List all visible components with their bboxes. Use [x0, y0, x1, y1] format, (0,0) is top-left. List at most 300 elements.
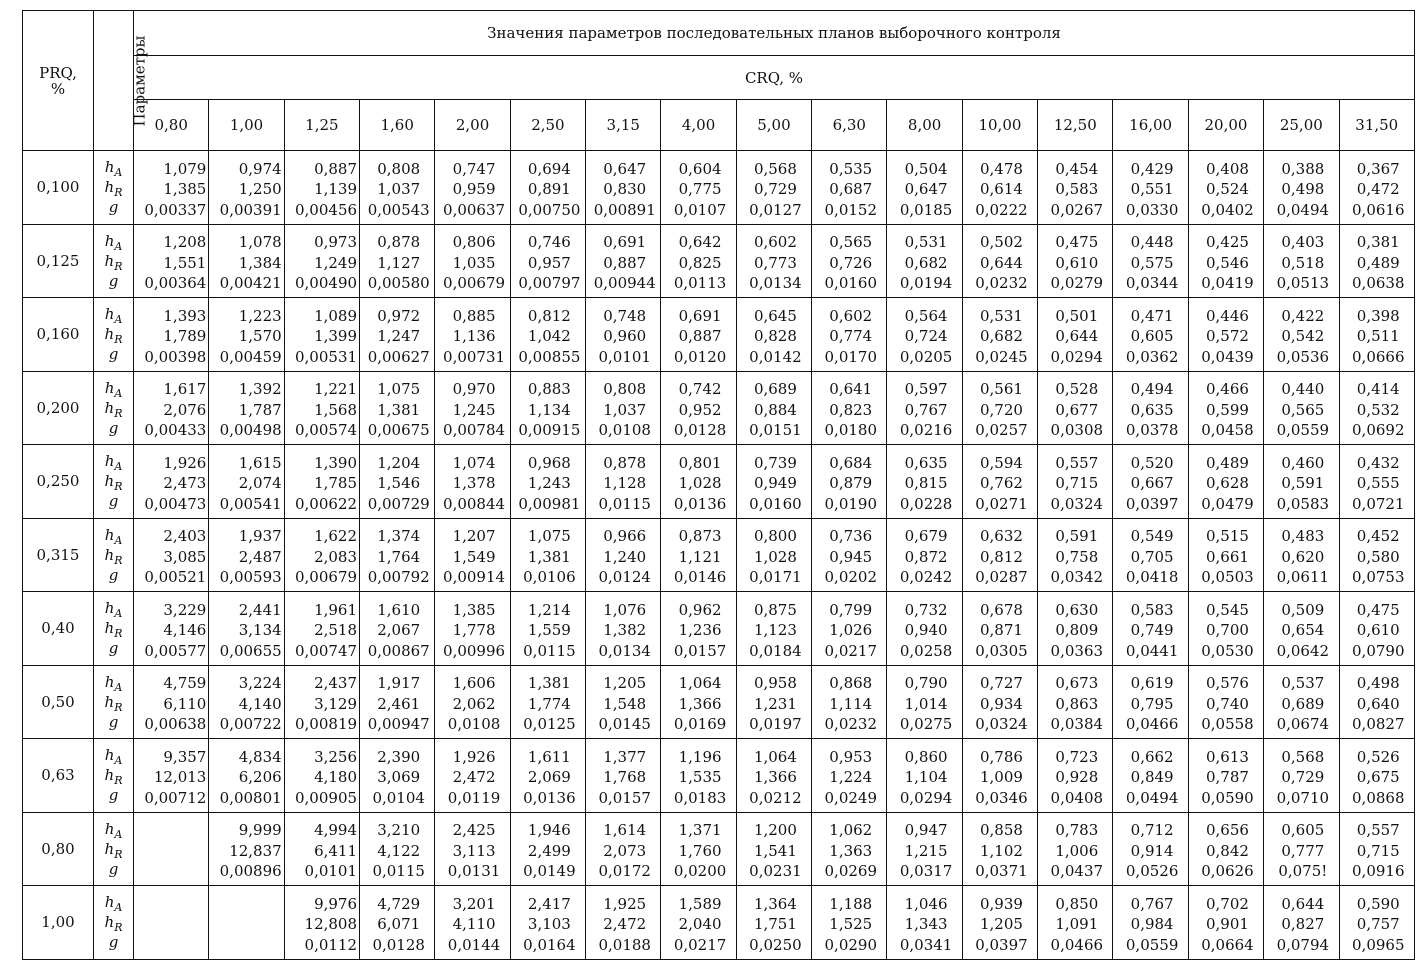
ha-value: 0,568: [753, 159, 797, 178]
ha-value: 0,645: [753, 306, 797, 325]
hr-value: 0,872: [904, 547, 948, 566]
ha-value: 0,642: [678, 233, 722, 251]
parameter-symbol-base: h: [104, 251, 115, 270]
value-cell: [1113, 518, 1188, 592]
hr-value: 1,541: [753, 841, 797, 860]
parameter-symbol-base: g: [108, 418, 119, 437]
ha-value: 1,925: [603, 894, 647, 913]
hr-value: 0,654: [1281, 621, 1325, 639]
value-cell: [1113, 445, 1188, 519]
ha-value: 0,509: [1281, 600, 1325, 619]
ha-value: 1,385: [452, 600, 496, 619]
g-value: 0,00337: [144, 200, 207, 219]
hr-value: 0,960: [603, 327, 647, 345]
g-value: 0,0124: [598, 568, 651, 586]
value-cell: [510, 812, 585, 886]
value-cell: [510, 151, 585, 225]
parameter-symbol: [94, 692, 133, 712]
ha-value: 2,403: [163, 527, 207, 545]
value-cell: [284, 151, 359, 225]
hr-value: 1,363: [829, 841, 873, 860]
ha-value: 1,381: [527, 674, 571, 692]
g-value: 0,0202: [824, 568, 878, 586]
ha-value: 0,388: [1281, 159, 1325, 178]
hr-value: 1,381: [527, 547, 571, 566]
value-cell: [134, 224, 209, 298]
value-cell: [586, 518, 661, 592]
hr-value: 1,231: [753, 694, 797, 713]
ha-value: 3,201: [452, 894, 496, 913]
hr-value: 1,343: [904, 915, 948, 933]
parameter-symbols: [94, 518, 134, 592]
parameter-symbol-base: h: [104, 452, 115, 471]
hr-value: 1,114: [829, 694, 873, 713]
crq-value-header: 5,00: [736, 100, 811, 151]
parameter-symbol: [94, 525, 133, 545]
value-cell: [736, 665, 811, 739]
table-row: [23, 298, 1415, 372]
ha-value: 0,712: [1130, 821, 1174, 839]
hr-value: 1,224: [829, 768, 873, 786]
ha-value: 0,883: [527, 380, 571, 398]
hr-value: 1,028: [678, 474, 722, 492]
ha-value: 2,417: [527, 894, 571, 913]
parameter-symbol-base: g: [108, 271, 119, 290]
g-value: 0,0115: [523, 641, 576, 660]
g-value: 0,0145: [598, 715, 651, 733]
hr-value: 1,549: [452, 547, 496, 566]
ha-value: 1,196: [678, 747, 722, 766]
g-value: 0,00731: [443, 347, 506, 366]
parameter-symbols: [94, 224, 134, 298]
g-value: 0,0397: [975, 935, 1028, 954]
g-value: 0,0151: [749, 421, 802, 439]
value-cell: [887, 298, 962, 372]
g-value: 0,00801: [219, 788, 282, 807]
ha-value: 0,535: [829, 159, 873, 178]
hr-value: 0,551: [1130, 180, 1174, 198]
value-cell: [661, 298, 736, 372]
crq-value-header: 4,00: [661, 100, 736, 151]
hr-value: 2,083: [314, 547, 358, 566]
g-value: 0,0115: [598, 494, 651, 513]
hr-value: 3,085: [163, 547, 207, 566]
ha-value: 0,432: [1356, 453, 1400, 472]
g-value: 0,0170: [824, 347, 878, 366]
parameter-symbol-base: h: [104, 158, 115, 177]
hr-value: 2,073: [603, 841, 647, 860]
g-value: 0,00712: [144, 788, 207, 807]
prq-value: 0,50: [23, 665, 94, 739]
hr-value: 0,635: [1130, 400, 1174, 419]
hr-value: 0,863: [1055, 694, 1099, 713]
g-value: 0,0172: [598, 862, 651, 880]
g-value: 0,00490: [295, 274, 358, 292]
g-value: 0,0164: [523, 935, 576, 954]
g-value: 0,0437: [1050, 862, 1104, 880]
value-cell: [435, 665, 510, 739]
g-value: 0,00915: [518, 421, 581, 439]
parameter-symbol-base: h: [104, 545, 115, 564]
prq-value: 0,250: [23, 445, 94, 519]
ha-value: 1,374: [377, 527, 421, 545]
g-value: 0,0106: [523, 568, 576, 586]
hr-value: 3,069: [377, 768, 421, 786]
crq-value-header: 31,50: [1339, 100, 1415, 151]
value-cell: [284, 812, 359, 886]
hr-value: 1,026: [829, 621, 873, 639]
g-value: 0,0439: [1201, 347, 1254, 366]
ha-value: 1,622: [314, 527, 358, 545]
value-cell: [1038, 445, 1113, 519]
table-row: [23, 371, 1415, 445]
ha-value: 0,800: [753, 527, 797, 545]
ha-value: 0,619: [1130, 674, 1174, 692]
ha-value: 1,937: [238, 527, 282, 545]
ha-value: 0,498: [1356, 674, 1400, 692]
value-cell: [435, 739, 510, 813]
g-value: 0,00891: [593, 200, 656, 219]
ha-value: 0,576: [1206, 674, 1249, 692]
ha-value: 1,610: [377, 600, 421, 619]
g-value: 0,00996: [443, 641, 506, 660]
hr-value: 1,136: [452, 327, 496, 345]
parameter-symbol-base: h: [104, 746, 115, 765]
hr-value: 6,411: [314, 841, 358, 860]
g-value: 0,00459: [219, 347, 282, 366]
value-cell: [1264, 592, 1339, 666]
g-value: 0,0115: [372, 862, 425, 880]
g-value: 0,0317: [899, 862, 953, 880]
hr-value: 1,525: [829, 915, 873, 933]
value-cell: [435, 151, 510, 225]
hr-value: 0,809: [1055, 621, 1099, 639]
hr-value: 1,240: [603, 547, 647, 566]
value-cell: [1339, 518, 1415, 592]
g-value: 0,00622: [295, 494, 358, 513]
hr-value: 1,535: [678, 768, 722, 786]
g-value: 0,0128: [372, 935, 425, 954]
parameter-symbol: [94, 598, 133, 621]
parameter-symbol: [94, 785, 133, 805]
g-value: 0,0108: [447, 715, 501, 733]
hr-value: 0,472: [1356, 180, 1400, 198]
parameter-symbol: [94, 912, 133, 935]
parameter-symbol: [94, 177, 133, 200]
value-cell: [661, 445, 736, 519]
value-cell: [1038, 812, 1113, 886]
hr-value: 0,842: [1206, 841, 1249, 860]
value-cell: [586, 151, 661, 225]
value-cell: [586, 445, 661, 519]
g-value: 0,0107: [673, 200, 727, 219]
ha-value: 0,557: [1055, 453, 1099, 472]
ha-value: 0,602: [753, 233, 797, 251]
value-cell: [586, 298, 661, 372]
value-cell: [134, 812, 209, 886]
ha-value: 1,926: [452, 747, 496, 766]
value-cell: [1038, 592, 1113, 666]
ha-value: 1,926: [163, 453, 207, 472]
hr-value: 0,591: [1281, 474, 1325, 492]
ha-value: 0,605: [1281, 821, 1325, 839]
g-value: 0,0113: [673, 274, 727, 292]
value-cell: [812, 739, 887, 813]
value-cell: [284, 886, 359, 960]
g-value: 0,0185: [899, 200, 953, 219]
g-value: 0,0249: [824, 788, 878, 807]
ha-value: 0,746: [527, 233, 571, 251]
ha-value: 1,075: [527, 527, 571, 545]
parameter-symbol-base: g: [108, 639, 119, 658]
parameter-symbols: [94, 812, 134, 886]
ha-value: 0,878: [377, 233, 421, 251]
ha-value: 0,702: [1206, 894, 1249, 913]
ha-value: 0,475: [1356, 600, 1400, 619]
ha-value: 2,437: [314, 674, 358, 692]
g-value: 0,0419: [1201, 274, 1254, 292]
hr-value: 0,884: [753, 400, 797, 419]
g-value: 0,0827: [1352, 715, 1405, 733]
hr-value: 1,366: [678, 694, 722, 713]
prq-value: 0,40: [23, 592, 94, 666]
ha-value: 1,221: [314, 380, 358, 398]
ha-value: 0,408: [1206, 159, 1249, 178]
g-value: 0,00638: [144, 715, 207, 733]
hr-value: 1,764: [377, 547, 421, 566]
ha-value: 0,564: [904, 306, 948, 325]
g-value: 0,00421: [219, 274, 282, 292]
g-value: 0,0494: [1276, 200, 1330, 219]
hr-value: 0,700: [1206, 621, 1249, 639]
parameter-symbol: [94, 491, 133, 511]
value-cell: [134, 298, 209, 372]
hr-value: 0,758: [1055, 547, 1099, 566]
ha-value: 0,736: [829, 527, 873, 545]
g-value: 0,0216: [899, 421, 953, 439]
value-cell: [134, 371, 209, 445]
ha-value: 0,973: [314, 233, 358, 251]
hr-value: 12,808: [304, 915, 358, 933]
value-cell: [1038, 371, 1113, 445]
g-value: 0,00498: [219, 421, 282, 439]
ha-value: 0,767: [1130, 894, 1174, 913]
value-cell: [510, 371, 585, 445]
crq-value-header: 20,00: [1188, 100, 1263, 151]
hr-value: 0,575: [1130, 253, 1174, 272]
g-value: 0,0397: [1125, 494, 1179, 513]
value-cell: [887, 518, 962, 592]
g-value: 0,0142: [749, 347, 802, 366]
parameter-symbol-base: h: [104, 893, 115, 912]
table-title: Значения параметров последовательных планов выборочного контроля: [134, 11, 1415, 56]
ha-value: 1,617: [163, 380, 207, 398]
parameter-symbol-base: h: [104, 839, 115, 858]
value-cell: [1188, 224, 1263, 298]
parameter-symbol: [94, 892, 133, 915]
hr-value: 1,006: [1055, 841, 1099, 860]
ha-value: 0,446: [1206, 306, 1249, 325]
ha-value: 0,972: [377, 306, 421, 325]
g-value: 0,00364: [144, 274, 207, 292]
hr-value: 1,785: [314, 474, 358, 492]
value-cell: [586, 812, 661, 886]
parameter-symbol: [94, 765, 133, 788]
g-value: 0,0916: [1352, 862, 1405, 880]
crq-value-header: 16,00: [1113, 100, 1188, 151]
g-value: 0,0674: [1276, 715, 1330, 733]
g-value: 0,0269: [824, 862, 878, 880]
hr-value: 1,091: [1055, 915, 1099, 933]
g-value: 0,0188: [598, 935, 651, 954]
hr-value: 1,215: [904, 841, 948, 860]
ha-value: 0,632: [979, 527, 1023, 545]
ha-value: 0,515: [1206, 527, 1249, 545]
g-value: 0,0384: [1050, 715, 1104, 733]
parameter-symbols: [94, 371, 134, 445]
hr-value: 0,879: [829, 474, 873, 492]
g-value: 0,00637: [443, 200, 506, 219]
g-value: 0,0559: [1276, 421, 1330, 439]
ha-value: 1,392: [238, 380, 282, 398]
value-cell: [1339, 224, 1415, 298]
g-value: 0,0250: [749, 935, 802, 954]
hr-value: 0,667: [1130, 474, 1174, 492]
g-value: 0,00905: [295, 788, 358, 807]
g-value: 0,0721: [1352, 494, 1405, 513]
value-cell: [736, 151, 811, 225]
g-value: 0,0583: [1276, 494, 1330, 513]
ha-value: 0,460: [1281, 453, 1325, 472]
hr-value: 0,959: [452, 180, 496, 198]
g-value: 0,0232: [824, 715, 878, 733]
ha-value: 1,074: [452, 453, 496, 472]
g-value: 0,00914: [443, 568, 506, 586]
parameter-symbol: [94, 618, 133, 641]
ha-value: 0,475: [1055, 233, 1099, 251]
value-cell: [661, 151, 736, 225]
parameter-symbol-subscript: R: [114, 921, 123, 935]
value-cell: [435, 812, 510, 886]
ha-value: 4,834: [238, 747, 282, 766]
hr-value: 0,795: [1130, 694, 1174, 713]
prq-value: 0,125: [23, 224, 94, 298]
ha-value: 0,597: [904, 380, 948, 398]
g-value: 0,0112: [304, 935, 358, 954]
hr-value: 0,774: [829, 327, 873, 345]
ha-value: 9,976: [314, 894, 358, 913]
ha-value: 0,381: [1356, 233, 1400, 251]
value-cell: [1038, 739, 1113, 813]
ha-value: 0,414: [1356, 380, 1400, 398]
parameter-symbol: [94, 344, 133, 364]
value-cell: [360, 371, 435, 445]
value-cell: [1113, 812, 1188, 886]
ha-value: 0,966: [603, 527, 647, 545]
hr-value: 0,729: [753, 180, 797, 198]
ha-value: 1,364: [753, 894, 797, 913]
value-cell: [284, 371, 359, 445]
value-cell: [1038, 224, 1113, 298]
ha-value: 1,589: [678, 894, 722, 913]
parameter-symbol: [94, 672, 133, 692]
value-cell: [510, 445, 585, 519]
value-cell: [812, 445, 887, 519]
value-cell: [1264, 224, 1339, 298]
value-cell: [510, 739, 585, 813]
g-value: 0,0131: [447, 862, 501, 880]
g-value: 0,0245: [975, 347, 1028, 366]
g-value: 0,0305: [975, 641, 1028, 660]
g-value: 0,0753: [1352, 568, 1405, 586]
value-cell: [661, 371, 736, 445]
value-cell: [134, 886, 209, 960]
parameter-symbol-subscript: A: [114, 313, 123, 327]
g-value: 0,0616: [1352, 200, 1405, 219]
hr-value: 1,551: [163, 253, 207, 272]
parameter-symbols: [94, 886, 134, 960]
hr-value: 0,489: [1356, 253, 1400, 272]
g-value: 0,00819: [295, 715, 358, 733]
hr-value: 1,123: [753, 621, 797, 639]
ha-value: 0,568: [1281, 747, 1325, 766]
value-cell: [661, 592, 736, 666]
ha-value: 1,611: [527, 747, 571, 766]
hr-value: 12,013: [153, 768, 207, 786]
hr-value: 0,518: [1281, 253, 1325, 272]
ha-value: 2,390: [377, 747, 421, 766]
hr-value: 4,140: [238, 694, 282, 713]
value-cell: [134, 518, 209, 592]
ha-value: 4,759: [163, 674, 207, 692]
parameter-symbol: [94, 304, 133, 327]
value-cell: [284, 739, 359, 813]
hr-value: 1,014: [904, 694, 948, 713]
crq-value-header: 12,50: [1038, 100, 1113, 151]
hr-value: 0,952: [678, 400, 722, 419]
hr-value: 0,901: [1206, 915, 1249, 933]
g-value: 0,00944: [593, 274, 656, 292]
ha-value: 1,946: [527, 821, 571, 839]
parameter-symbol-subscript: R: [114, 406, 123, 420]
g-value: 0,0418: [1125, 568, 1179, 586]
g-value: 0,0402: [1201, 200, 1254, 219]
hr-value: 2,074: [238, 474, 282, 492]
g-value: 0,0144: [447, 935, 501, 954]
value-cell: [510, 298, 585, 372]
value-cell: [435, 518, 510, 592]
ha-value: 0,783: [1055, 821, 1099, 839]
ha-value: 1,917: [377, 674, 421, 692]
ha-value: 0,590: [1356, 894, 1400, 913]
hr-value: 1,121: [678, 547, 722, 566]
parameter-symbol: [94, 231, 133, 251]
prq-value: 0,80: [23, 812, 94, 886]
value-cell: [510, 224, 585, 298]
parameter-symbol: [94, 638, 133, 658]
hr-value: 1,399: [314, 327, 358, 345]
parameter-symbol-subscript: R: [114, 700, 123, 714]
ha-value: 0,613: [1206, 747, 1249, 766]
ha-value: 1,615: [238, 453, 282, 472]
hr-value: 1,385: [163, 180, 207, 198]
hr-value: 0,565: [1281, 400, 1325, 419]
value-cell: [1264, 739, 1339, 813]
hr-value: 2,472: [452, 768, 496, 786]
g-value: 0,00947: [367, 715, 430, 733]
parameter-symbol-base: g: [108, 859, 119, 878]
ha-value: 1,390: [314, 453, 358, 472]
